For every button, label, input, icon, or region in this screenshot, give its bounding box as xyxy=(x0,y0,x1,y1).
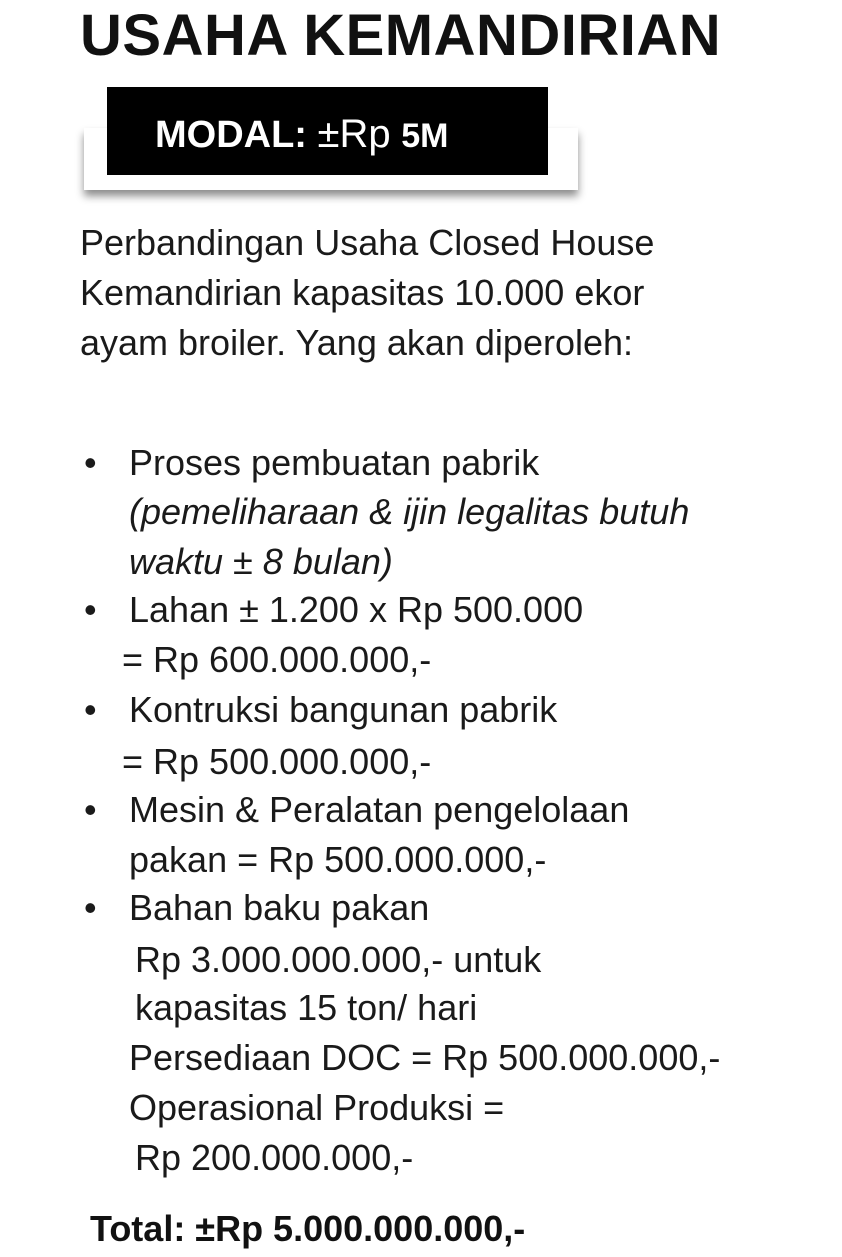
bullet-icon: • xyxy=(84,887,97,928)
intro-line: ayam broiler. Yang akan diperoleh: xyxy=(80,322,634,363)
list-line: Lahan ± 1.200 x Rp 500.000 xyxy=(129,589,584,630)
list-line: = Rp 500.000.000,- xyxy=(122,741,432,782)
list-line: pakan = Rp 500.000.000,- xyxy=(129,839,547,880)
list-line: Persediaan DOC = Rp 500.000.000,- xyxy=(129,1037,721,1078)
total-text: Total: ±Rp 5.000.000.000,- xyxy=(90,1208,526,1249)
list-line: Rp 3.000.000.000,- untuk xyxy=(135,939,542,980)
list-line: (pemeliharaan & ijin legalitas butuh xyxy=(129,491,690,532)
badge-currency: ±Rp xyxy=(317,112,391,156)
intro-line: Kemandirian kapasitas 10.000 ekor xyxy=(80,272,645,313)
bullet-icon: • xyxy=(84,689,97,730)
list-line: Kontruksi bangunan pabrik xyxy=(129,689,558,730)
bullet-icon: • xyxy=(84,589,97,630)
list-line: waktu ± 8 bulan) xyxy=(129,541,393,582)
bullet-icon: • xyxy=(84,442,97,483)
badge-label: MODAL: xyxy=(155,114,307,156)
list-line: Operasional Produksi = xyxy=(129,1087,505,1128)
badge-amount: 5M xyxy=(401,117,449,155)
bullet-icon: • xyxy=(84,789,97,830)
capital-badge-text xyxy=(155,112,448,157)
list-line: Bahan baku pakan xyxy=(129,887,430,928)
page-title: USAHA KEMANDIRIAN xyxy=(80,3,722,68)
intro-line: Perbandingan Usaha Closed House xyxy=(80,222,655,263)
list-line: Mesin & Peralatan pengelolaan xyxy=(129,789,630,830)
list-line: Proses pembuatan pabrik xyxy=(129,442,540,483)
list-line: kapasitas 15 ton/ hari xyxy=(135,987,478,1028)
list-line: = Rp 600.000.000,- xyxy=(122,639,432,680)
list-line: Rp 200.000.000,- xyxy=(135,1137,414,1178)
